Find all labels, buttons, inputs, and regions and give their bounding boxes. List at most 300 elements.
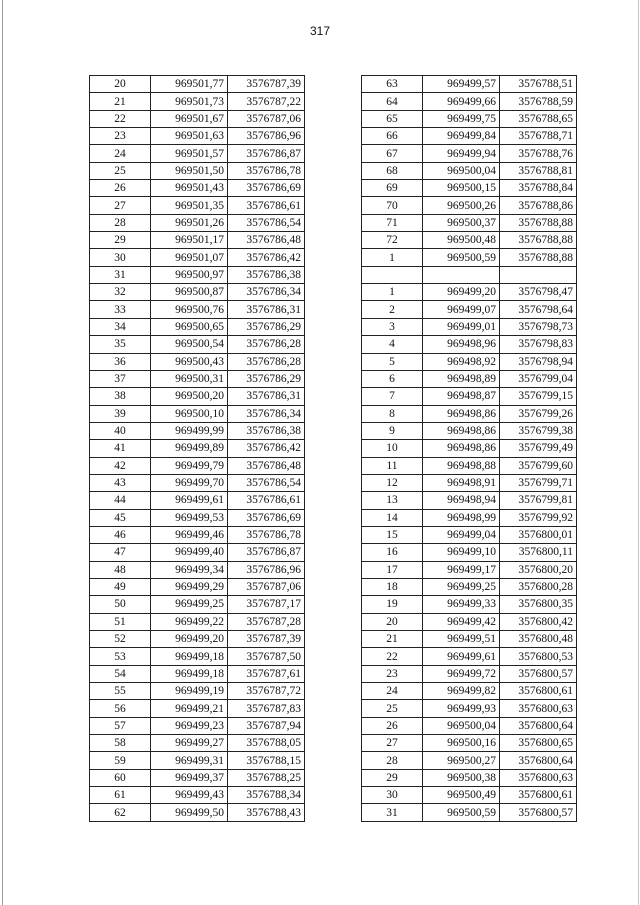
table-row bbox=[362, 509, 577, 526]
x-coordinate-cell: 969501,57 bbox=[151, 145, 228, 162]
point-number-cell: 1 bbox=[362, 284, 423, 301]
x-coordinate-cell: 969499,46 bbox=[151, 526, 228, 543]
table-row bbox=[90, 145, 305, 162]
point-number-cell: 37 bbox=[90, 370, 151, 387]
table-row bbox=[90, 735, 305, 752]
table-row bbox=[362, 266, 577, 283]
table-row bbox=[90, 405, 305, 422]
table-row bbox=[362, 631, 577, 648]
x-coordinate-cell: 969500,37 bbox=[423, 214, 500, 231]
point-number-cell: 29 bbox=[362, 769, 423, 786]
point-number-cell: 38 bbox=[90, 388, 151, 405]
y-coordinate-cell: 3576786,31 bbox=[228, 388, 305, 405]
point-number-cell: 5 bbox=[362, 353, 423, 370]
y-coordinate-cell: 3576800,28 bbox=[500, 578, 577, 595]
table-row bbox=[362, 752, 577, 769]
y-coordinate-cell bbox=[500, 266, 577, 283]
y-coordinate-cell: 3576800,20 bbox=[500, 561, 577, 578]
point-number-cell: 22 bbox=[90, 110, 151, 127]
point-number-cell: 47 bbox=[90, 544, 151, 561]
table-row bbox=[90, 596, 305, 613]
x-coordinate-cell: 969498,99 bbox=[423, 509, 500, 526]
point-number-cell: 33 bbox=[90, 301, 151, 318]
table-row bbox=[90, 197, 305, 214]
table-row bbox=[362, 197, 577, 214]
point-number-cell: 25 bbox=[90, 162, 151, 179]
point-number-cell: 21 bbox=[90, 93, 151, 110]
point-number-cell: 26 bbox=[362, 717, 423, 734]
y-coordinate-cell: 3576788,43 bbox=[228, 804, 305, 821]
x-coordinate-cell: 969499,29 bbox=[151, 578, 228, 595]
table-row bbox=[90, 318, 305, 335]
x-coordinate-cell: 969500,15 bbox=[423, 180, 500, 197]
table-row bbox=[362, 93, 577, 110]
x-coordinate-cell: 969499,57 bbox=[423, 76, 500, 93]
point-number-cell: 32 bbox=[90, 284, 151, 301]
point-number-cell: 42 bbox=[90, 457, 151, 474]
x-coordinate-cell: 969499,31 bbox=[151, 752, 228, 769]
x-coordinate-cell: 969499,19 bbox=[151, 683, 228, 700]
x-coordinate-cell: 969499,27 bbox=[151, 735, 228, 752]
table-row bbox=[90, 336, 305, 353]
point-number-cell: 31 bbox=[90, 266, 151, 283]
coordinates-table-left bbox=[89, 75, 305, 822]
table-row bbox=[362, 492, 577, 509]
point-number-cell: 30 bbox=[90, 249, 151, 266]
point-number-cell: 28 bbox=[362, 752, 423, 769]
table-row bbox=[362, 717, 577, 734]
table-row bbox=[362, 180, 577, 197]
table-row bbox=[362, 440, 577, 457]
x-coordinate-cell: 969499,25 bbox=[423, 578, 500, 595]
table-row bbox=[90, 370, 305, 387]
point-number-cell: 2 bbox=[362, 301, 423, 318]
point-number-cell: 51 bbox=[90, 613, 151, 630]
x-coordinate-cell: 969498,86 bbox=[423, 422, 500, 439]
x-coordinate-cell: 969499,70 bbox=[151, 474, 228, 491]
table-row bbox=[90, 578, 305, 595]
y-coordinate-cell: 3576786,69 bbox=[228, 180, 305, 197]
table-row bbox=[362, 284, 577, 301]
y-coordinate-cell: 3576786,96 bbox=[228, 561, 305, 578]
table-row bbox=[90, 474, 305, 491]
x-coordinate-cell: 969500,54 bbox=[151, 336, 228, 353]
y-coordinate-cell: 3576787,39 bbox=[228, 76, 305, 93]
table-row bbox=[362, 110, 577, 127]
table-row bbox=[90, 422, 305, 439]
x-coordinate-cell: 969499,40 bbox=[151, 544, 228, 561]
x-coordinate-cell: 969499,79 bbox=[151, 457, 228, 474]
x-coordinate-cell: 969500,04 bbox=[423, 162, 500, 179]
y-coordinate-cell: 3576800,63 bbox=[500, 700, 577, 717]
y-coordinate-cell: 3576799,26 bbox=[500, 405, 577, 422]
y-coordinate-cell: 3576799,04 bbox=[500, 370, 577, 387]
table-row bbox=[362, 214, 577, 231]
table-row bbox=[362, 405, 577, 422]
y-coordinate-cell: 3576800,42 bbox=[500, 613, 577, 630]
point-number-cell: 63 bbox=[362, 76, 423, 93]
y-coordinate-cell: 3576788,05 bbox=[228, 735, 305, 752]
point-number-cell: 39 bbox=[90, 405, 151, 422]
point-number-cell: 40 bbox=[90, 422, 151, 439]
x-coordinate-cell: 969499,61 bbox=[423, 648, 500, 665]
table-row bbox=[362, 249, 577, 266]
point-number-cell: 44 bbox=[90, 492, 151, 509]
point-number-cell: 59 bbox=[90, 752, 151, 769]
point-number-cell: 20 bbox=[90, 76, 151, 93]
y-coordinate-cell: 3576788,51 bbox=[500, 76, 577, 93]
table-row bbox=[362, 683, 577, 700]
y-coordinate-cell: 3576787,72 bbox=[228, 683, 305, 700]
table-row bbox=[90, 752, 305, 769]
point-number-cell: 62 bbox=[90, 804, 151, 821]
y-coordinate-cell: 3576786,87 bbox=[228, 145, 305, 162]
point-number-cell: 45 bbox=[90, 509, 151, 526]
point-number-cell: 64 bbox=[362, 93, 423, 110]
x-coordinate-cell: 969501,17 bbox=[151, 232, 228, 249]
x-coordinate-cell: 969499,22 bbox=[151, 613, 228, 630]
x-coordinate-cell: 969500,65 bbox=[151, 318, 228, 335]
y-coordinate-cell: 3576798,83 bbox=[500, 336, 577, 353]
y-coordinate-cell: 3576787,06 bbox=[228, 578, 305, 595]
point-number-cell: 57 bbox=[90, 717, 151, 734]
table-row bbox=[90, 232, 305, 249]
point-number-cell: 70 bbox=[362, 197, 423, 214]
x-coordinate-cell: 969498,87 bbox=[423, 388, 500, 405]
point-number-cell: 56 bbox=[90, 700, 151, 717]
point-number-cell: 6 bbox=[362, 370, 423, 387]
y-coordinate-cell: 3576788,88 bbox=[500, 214, 577, 231]
x-coordinate-cell: 969499,07 bbox=[423, 301, 500, 318]
y-coordinate-cell: 3576798,94 bbox=[500, 353, 577, 370]
x-coordinate-cell: 969498,92 bbox=[423, 353, 500, 370]
y-coordinate-cell: 3576799,60 bbox=[500, 457, 577, 474]
point-number-cell: 19 bbox=[362, 596, 423, 613]
y-coordinate-cell: 3576788,59 bbox=[500, 93, 577, 110]
point-number-cell: 22 bbox=[362, 648, 423, 665]
table-row bbox=[362, 145, 577, 162]
point-number-cell: 72 bbox=[362, 232, 423, 249]
y-coordinate-cell: 3576786,38 bbox=[228, 266, 305, 283]
y-coordinate-cell: 3576799,49 bbox=[500, 440, 577, 457]
x-coordinate-cell: 969499,21 bbox=[151, 700, 228, 717]
point-number-cell: 55 bbox=[90, 683, 151, 700]
x-coordinate-cell: 969499,82 bbox=[423, 683, 500, 700]
y-coordinate-cell: 3576786,42 bbox=[228, 249, 305, 266]
x-coordinate-cell: 969500,27 bbox=[423, 752, 500, 769]
point-number-cell: 69 bbox=[362, 180, 423, 197]
x-coordinate-cell: 969500,26 bbox=[423, 197, 500, 214]
point-number-cell: 7 bbox=[362, 388, 423, 405]
table-row bbox=[90, 700, 305, 717]
point-number-cell: 16 bbox=[362, 544, 423, 561]
y-coordinate-cell: 3576786,96 bbox=[228, 128, 305, 145]
table-row bbox=[90, 648, 305, 665]
y-coordinate-cell: 3576799,15 bbox=[500, 388, 577, 405]
x-coordinate-cell: 969501,26 bbox=[151, 214, 228, 231]
table-row bbox=[362, 648, 577, 665]
y-coordinate-cell: 3576788,88 bbox=[500, 249, 577, 266]
y-coordinate-cell: 3576787,39 bbox=[228, 631, 305, 648]
table-row bbox=[90, 526, 305, 543]
x-coordinate-cell: 969500,48 bbox=[423, 232, 500, 249]
table-row bbox=[90, 180, 305, 197]
table-row bbox=[90, 683, 305, 700]
x-coordinate-cell: 969500,59 bbox=[423, 804, 500, 821]
table-row bbox=[90, 249, 305, 266]
x-coordinate-cell: 969499,89 bbox=[151, 440, 228, 457]
x-coordinate-cell: 969501,07 bbox=[151, 249, 228, 266]
y-coordinate-cell: 3576800,63 bbox=[500, 769, 577, 786]
y-coordinate-cell: 3576799,81 bbox=[500, 492, 577, 509]
table-row bbox=[90, 440, 305, 457]
x-coordinate-cell: 969498,86 bbox=[423, 405, 500, 422]
table-row bbox=[362, 561, 577, 578]
table-row bbox=[90, 665, 305, 682]
y-coordinate-cell: 3576786,61 bbox=[228, 492, 305, 509]
table-row bbox=[362, 613, 577, 630]
y-coordinate-cell: 3576788,86 bbox=[500, 197, 577, 214]
x-coordinate-cell: 969499,18 bbox=[151, 648, 228, 665]
y-coordinate-cell: 3576787,50 bbox=[228, 648, 305, 665]
point-number-cell: 8 bbox=[362, 405, 423, 422]
point-number-cell: 41 bbox=[90, 440, 151, 457]
x-coordinate-cell: 969498,91 bbox=[423, 474, 500, 491]
x-coordinate-cell: 969499,84 bbox=[423, 128, 500, 145]
table-row bbox=[362, 128, 577, 145]
x-coordinate-cell: 969501,67 bbox=[151, 110, 228, 127]
point-number-cell: 71 bbox=[362, 214, 423, 231]
table-row bbox=[90, 284, 305, 301]
x-coordinate-cell: 969499,33 bbox=[423, 596, 500, 613]
y-coordinate-cell: 3576800,53 bbox=[500, 648, 577, 665]
table-row bbox=[362, 578, 577, 595]
y-coordinate-cell: 3576786,48 bbox=[228, 457, 305, 474]
x-coordinate-cell bbox=[423, 266, 500, 283]
point-number-cell: 61 bbox=[90, 787, 151, 804]
y-coordinate-cell: 3576786,87 bbox=[228, 544, 305, 561]
x-coordinate-cell: 969500,31 bbox=[151, 370, 228, 387]
point-number-cell: 12 bbox=[362, 474, 423, 491]
x-coordinate-cell: 969499,04 bbox=[423, 526, 500, 543]
table-row bbox=[90, 162, 305, 179]
x-coordinate-cell: 969500,43 bbox=[151, 353, 228, 370]
table-row bbox=[362, 544, 577, 561]
x-coordinate-cell: 969499,72 bbox=[423, 665, 500, 682]
point-number-cell: 46 bbox=[90, 526, 151, 543]
x-coordinate-cell: 969501,73 bbox=[151, 93, 228, 110]
y-coordinate-cell: 3576800,57 bbox=[500, 804, 577, 821]
y-coordinate-cell: 3576788,84 bbox=[500, 180, 577, 197]
x-coordinate-cell: 969499,17 bbox=[423, 561, 500, 578]
y-coordinate-cell: 3576798,73 bbox=[500, 318, 577, 335]
table-row bbox=[362, 526, 577, 543]
point-number-cell: 31 bbox=[362, 804, 423, 821]
x-coordinate-cell: 969499,42 bbox=[423, 613, 500, 630]
x-coordinate-cell: 969498,94 bbox=[423, 492, 500, 509]
table-row bbox=[362, 353, 577, 370]
y-coordinate-cell: 3576786,78 bbox=[228, 162, 305, 179]
table-row bbox=[362, 735, 577, 752]
scan-edge-right bbox=[638, 0, 639, 905]
table-row bbox=[90, 561, 305, 578]
table-row bbox=[90, 509, 305, 526]
y-coordinate-cell: 3576800,11 bbox=[500, 544, 577, 561]
y-coordinate-cell: 3576799,71 bbox=[500, 474, 577, 491]
table-row bbox=[362, 474, 577, 491]
table-row bbox=[90, 613, 305, 630]
table-row bbox=[90, 214, 305, 231]
y-coordinate-cell: 3576786,48 bbox=[228, 232, 305, 249]
table-row bbox=[362, 457, 577, 474]
point-number-cell: 52 bbox=[90, 631, 151, 648]
table-row bbox=[90, 787, 305, 804]
x-coordinate-cell: 969500,10 bbox=[151, 405, 228, 422]
x-coordinate-cell: 969499,50 bbox=[151, 804, 228, 821]
point-number-cell: 25 bbox=[362, 700, 423, 717]
y-coordinate-cell: 3576786,31 bbox=[228, 301, 305, 318]
table-row bbox=[90, 128, 305, 145]
table-row bbox=[90, 544, 305, 561]
point-number-cell: 67 bbox=[362, 145, 423, 162]
y-coordinate-cell: 3576788,71 bbox=[500, 128, 577, 145]
x-coordinate-cell: 969500,04 bbox=[423, 717, 500, 734]
y-coordinate-cell: 3576788,76 bbox=[500, 145, 577, 162]
point-number-cell: 26 bbox=[90, 180, 151, 197]
y-coordinate-cell: 3576800,61 bbox=[500, 787, 577, 804]
table-row bbox=[90, 266, 305, 283]
x-coordinate-cell: 969500,87 bbox=[151, 284, 228, 301]
table-row bbox=[362, 787, 577, 804]
x-coordinate-cell: 969499,61 bbox=[151, 492, 228, 509]
point-number-cell: 14 bbox=[362, 509, 423, 526]
x-coordinate-cell: 969499,51 bbox=[423, 631, 500, 648]
y-coordinate-cell: 3576786,28 bbox=[228, 353, 305, 370]
y-coordinate-cell: 3576799,38 bbox=[500, 422, 577, 439]
x-coordinate-cell: 969500,59 bbox=[423, 249, 500, 266]
point-number-cell: 48 bbox=[90, 561, 151, 578]
point-number-cell: 15 bbox=[362, 526, 423, 543]
table-row bbox=[362, 769, 577, 786]
point-number-cell: 54 bbox=[90, 665, 151, 682]
table-row bbox=[90, 388, 305, 405]
y-coordinate-cell: 3576787,94 bbox=[228, 717, 305, 734]
y-coordinate-cell: 3576786,78 bbox=[228, 526, 305, 543]
y-coordinate-cell: 3576787,06 bbox=[228, 110, 305, 127]
x-coordinate-cell: 969501,35 bbox=[151, 197, 228, 214]
table-row bbox=[362, 370, 577, 387]
x-coordinate-cell: 969500,76 bbox=[151, 301, 228, 318]
point-number-cell: 29 bbox=[90, 232, 151, 249]
point-number-cell: 66 bbox=[362, 128, 423, 145]
x-coordinate-cell: 969501,77 bbox=[151, 76, 228, 93]
point-number-cell: 24 bbox=[90, 145, 151, 162]
x-coordinate-cell: 969501,43 bbox=[151, 180, 228, 197]
table-row bbox=[362, 804, 577, 821]
y-coordinate-cell: 3576786,38 bbox=[228, 422, 305, 439]
y-coordinate-cell: 3576800,61 bbox=[500, 683, 577, 700]
y-coordinate-cell: 3576788,25 bbox=[228, 769, 305, 786]
point-number-cell: 68 bbox=[362, 162, 423, 179]
point-number-cell: 28 bbox=[90, 214, 151, 231]
x-coordinate-cell: 969499,18 bbox=[151, 665, 228, 682]
x-coordinate-cell: 969499,01 bbox=[423, 318, 500, 335]
y-coordinate-cell: 3576800,35 bbox=[500, 596, 577, 613]
y-coordinate-cell: 3576786,29 bbox=[228, 370, 305, 387]
x-coordinate-cell: 969499,25 bbox=[151, 596, 228, 613]
table-row bbox=[90, 76, 305, 93]
y-coordinate-cell: 3576787,22 bbox=[228, 93, 305, 110]
table-row bbox=[362, 232, 577, 249]
coordinates-table-body bbox=[362, 76, 577, 822]
y-coordinate-cell: 3576800,64 bbox=[500, 752, 577, 769]
table-row bbox=[362, 162, 577, 179]
y-coordinate-cell: 3576800,65 bbox=[500, 735, 577, 752]
y-coordinate-cell: 3576800,48 bbox=[500, 631, 577, 648]
point-number-cell: 30 bbox=[362, 787, 423, 804]
point-number-cell: 58 bbox=[90, 735, 151, 752]
coordinates-table-right bbox=[361, 75, 577, 822]
point-number-cell: 1 bbox=[362, 249, 423, 266]
x-coordinate-cell: 969501,63 bbox=[151, 128, 228, 145]
x-coordinate-cell: 969500,16 bbox=[423, 735, 500, 752]
table-row bbox=[90, 492, 305, 509]
table-row bbox=[362, 596, 577, 613]
point-number-cell: 34 bbox=[90, 318, 151, 335]
x-coordinate-cell: 969499,23 bbox=[151, 717, 228, 734]
point-number-cell: 23 bbox=[362, 665, 423, 682]
point-number-cell: 11 bbox=[362, 457, 423, 474]
point-number-cell: 50 bbox=[90, 596, 151, 613]
y-coordinate-cell: 3576798,47 bbox=[500, 284, 577, 301]
point-number-cell: 13 bbox=[362, 492, 423, 509]
point-number-cell: 3 bbox=[362, 318, 423, 335]
point-number-cell: 23 bbox=[90, 128, 151, 145]
x-coordinate-cell: 969498,88 bbox=[423, 457, 500, 474]
y-coordinate-cell: 3576786,54 bbox=[228, 474, 305, 491]
x-coordinate-cell: 969498,86 bbox=[423, 440, 500, 457]
point-number-cell: 21 bbox=[362, 631, 423, 648]
y-coordinate-cell: 3576798,64 bbox=[500, 301, 577, 318]
y-coordinate-cell: 3576787,28 bbox=[228, 613, 305, 630]
table-row bbox=[90, 631, 305, 648]
y-coordinate-cell: 3576788,65 bbox=[500, 110, 577, 127]
table-row bbox=[90, 457, 305, 474]
table-row bbox=[362, 336, 577, 353]
table-row bbox=[90, 769, 305, 786]
y-coordinate-cell: 3576800,64 bbox=[500, 717, 577, 734]
point-number-cell: 35 bbox=[90, 336, 151, 353]
y-coordinate-cell: 3576788,34 bbox=[228, 787, 305, 804]
page-number: 317 bbox=[309, 24, 331, 38]
y-coordinate-cell: 3576800,01 bbox=[500, 526, 577, 543]
point-number-cell: 49 bbox=[90, 578, 151, 595]
table-row bbox=[90, 93, 305, 110]
y-coordinate-cell: 3576787,61 bbox=[228, 665, 305, 682]
x-coordinate-cell: 969501,50 bbox=[151, 162, 228, 179]
table-row bbox=[90, 110, 305, 127]
y-coordinate-cell: 3576787,83 bbox=[228, 700, 305, 717]
y-coordinate-cell: 3576786,29 bbox=[228, 318, 305, 335]
point-number-cell: 9 bbox=[362, 422, 423, 439]
point-number-cell bbox=[362, 266, 423, 283]
y-coordinate-cell: 3576800,57 bbox=[500, 665, 577, 682]
x-coordinate-cell: 969499,53 bbox=[151, 509, 228, 526]
point-number-cell: 17 bbox=[362, 561, 423, 578]
x-coordinate-cell: 969498,96 bbox=[423, 336, 500, 353]
x-coordinate-cell: 969499,37 bbox=[151, 769, 228, 786]
scan-edge-left bbox=[2, 0, 3, 905]
